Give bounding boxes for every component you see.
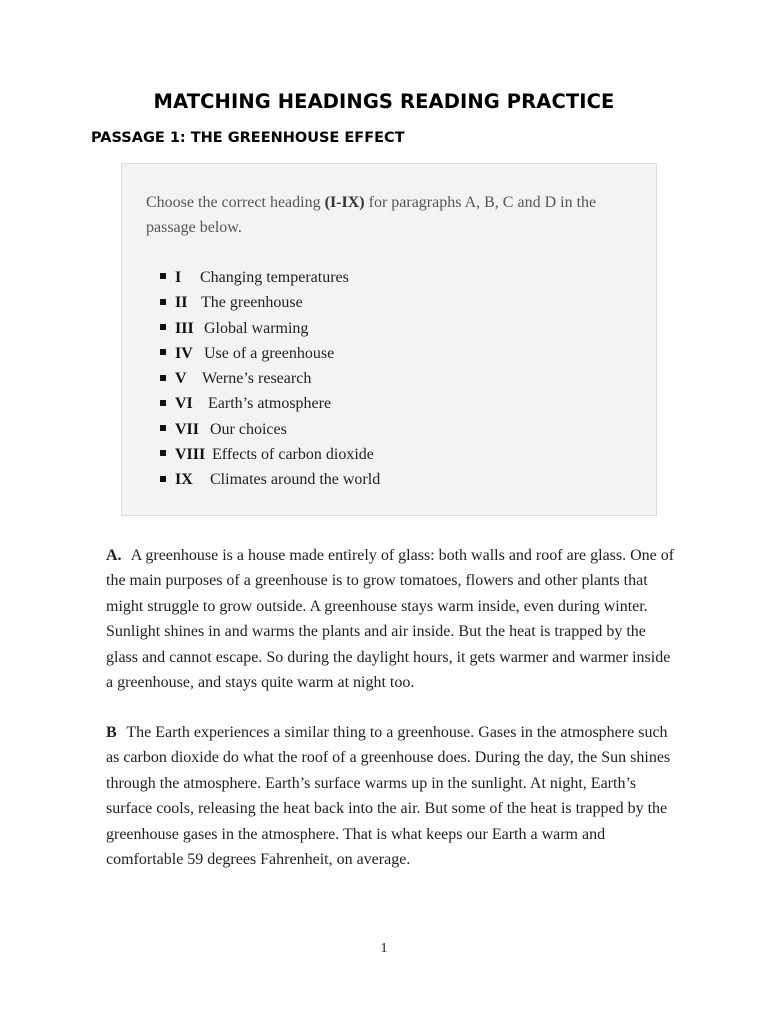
square-bullet-icon — [160, 425, 166, 431]
heading-item — [160, 265, 380, 290]
heading-item — [160, 391, 380, 416]
heading-numeral: V — [175, 370, 187, 388]
instruction-text — [146, 190, 636, 240]
heading-text: Earth’s atmosphere — [208, 395, 332, 413]
square-bullet-icon — [160, 400, 166, 406]
heading-item — [160, 467, 380, 492]
heading-numeral: I — [175, 269, 182, 286]
square-bullet-icon — [160, 450, 166, 456]
heading-item — [160, 366, 380, 391]
heading-text: Use of a greenhouse — [204, 344, 335, 362]
instruction-after: for paragraphs A, B, C and D in the passage below. — [146, 194, 597, 236]
square-bullet-icon — [160, 299, 166, 305]
heading-item — [160, 442, 380, 467]
heading-numeral: IV — [175, 344, 193, 362]
heading-text: Climates around the world — [210, 471, 381, 489]
heading-text: Effects of carbon dioxide — [212, 446, 374, 464]
heading-item — [160, 417, 380, 442]
heading-text: The greenhouse — [201, 294, 303, 312]
heading-item — [160, 316, 380, 341]
heading-numeral: VII — [175, 420, 200, 438]
heading-numeral: VI — [175, 395, 193, 413]
paragraph-letter: A. — [106, 547, 122, 564]
heading-numeral: VIII — [175, 446, 206, 464]
square-bullet-icon — [160, 273, 166, 279]
paragraph-text: The Earth experiences a similar thing to a greenhouse. Gases in the atmosphere such as carbon dioxide do what the roof of a greenhouse does. During the day, the Sun shines through the atmosphere. Earth’s surface warms up in the sunlight. At night, Earth’s surface cools, releasing the heat back into the air. But some of the heat is trapped by the greenhouse gases in the atmosphere. That is what keeps our Earth a warm and comfortable 59 degrees Fahrenheit, on average. — [106, 724, 671, 869]
square-bullet-icon — [160, 375, 166, 381]
paragraph-a — [106, 543, 678, 695]
heading-item — [160, 290, 380, 315]
headings-list — [160, 265, 380, 493]
square-bullet-icon — [160, 349, 166, 355]
paragraph-text: A greenhouse is a house made entirely of glass: both walls and roof are glass. One of the main purposes of a greenhouse is to grow tomatoes, flowers and other plants that might struggle to grow outside. A greenhouse stays warm inside, even during winter. Sunlight shines in and warms the plants and air inside. But the heat is trapped by the glass and cannot escape. So during the daylight hours, it gets warmer and warmer inside a greenhouse, and stays quite warm at night too. — [106, 547, 675, 692]
heading-item — [160, 341, 380, 366]
page-title: MATCHING HEADINGS READING PRACTICE — [153, 90, 615, 113]
page-number: 1 — [380, 941, 388, 956]
passage-title: PASSAGE 1: THE GREENHOUSE EFFECT — [91, 130, 405, 146]
paragraph-b — [106, 720, 678, 872]
heading-numeral: IX — [175, 471, 193, 489]
heading-text: Werne’s research — [202, 370, 312, 388]
heading-numeral: III — [175, 319, 194, 337]
instruction-range: (I-IX) — [324, 194, 365, 211]
square-bullet-icon — [160, 476, 166, 482]
heading-numeral: II — [175, 294, 188, 312]
paragraph-letter: B — [106, 724, 117, 741]
heading-text: Our choices — [210, 420, 287, 438]
instruction-box — [121, 163, 657, 516]
instruction-before: Choose the correct heading — [146, 194, 325, 211]
square-bullet-icon — [160, 324, 166, 330]
heading-text: Global warming — [204, 319, 309, 337]
heading-text: Changing temperatures — [200, 269, 349, 286]
